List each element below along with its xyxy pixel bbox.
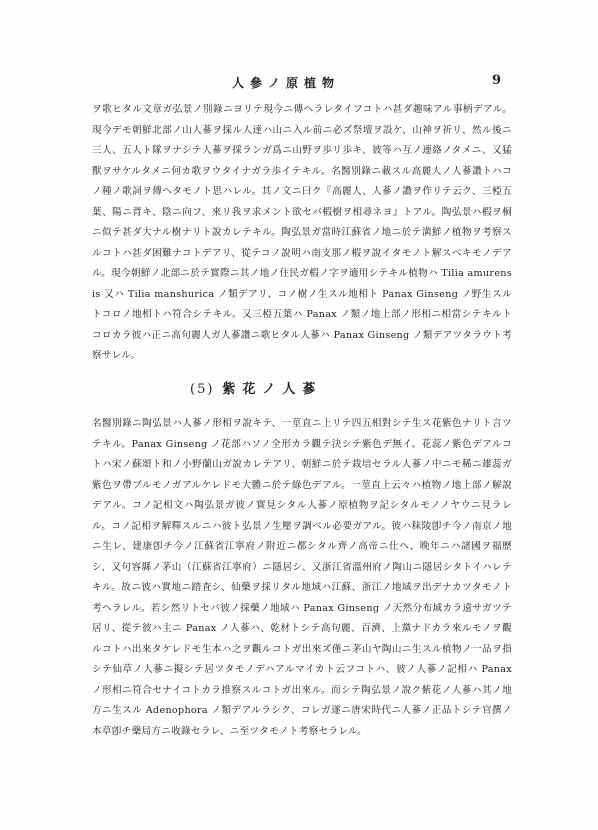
section-heading	[190, 378, 322, 397]
running-head	[0, 74, 598, 92]
paragraph-2: 名醫別錄ニ陶弘景ハ人蔘ノ形相ヲ說キテ、一莖直ニ上リテ四五相對シテ生ス花紫色ナリト言ツテキル。Panax Ginseng ノ花部ハソノ全形カラ觀テ決シテ紫色デ無イ。花蕊ノ紫色デアルコトハ宋ノ蘇頌ト和ノ小野蘭山ガ說カレテアリ、朝鮮ニ於テ栽培セラル人蔘ノ中ニモ稀ニ雄蕊ガ紫色ヲ帶ブルモノガアルケレドモ大體ニ於テ綠色デアル。一莖直上云々ハ植物ノ地上部ノ解說デアル。コノ記相文ハ陶弘景ガ彼ノ實見シタル人蔘ノ原植物ヲ記シタルモノノヤウニ見ラレル。コノ記相ヲ解釋スルニハ彼ト弘景ノ生壓ヲ調ベル必要ガアル。彼ハ秣陵卽チ今ノ南京ノ地ニ生レ、建康卽チ今ノ江蘇省江寧府ノ附近ニ都シタル齊ノ高帝ニ仕ヘ、晩年ニハ諸國ヲ福歷シ、又句容縣ノ茅山（江蘇省江寧府）ニ隱居シ、又浙江省溫州府ノ陶山ニ隱居シタトイハレテキル。故ニ彼ハ實地ニ踏査シ、仙藥ヲ採リタル地域ハ江蘇、浙江ノ地域ヲ出デナカツタモノト考ヘラレル。若シ然リトセバ彼ノ採藥ノ地域ハ Panax Ginseng ノ天然分布域カラ遠サガツテ居リ、從テ彼ハ主ニ Panax ノ人蔘ハ、乾材トシテ高句麗、百濟、上黨ナドカラ來ルモノヲ觀ルコトハ出來タケレドモ生本ハ之ヲ觀ルコトガ出來ズ僅ニ茅山ヤ陶山ニ生スル植物ノ一品ヲ指シテ仙草ノ人蔘ニ擬シテ居ツタモノデハアルマイカト云フコトハ、彼ノ人蔘ノ記相ハ Panax ノ形相ニ符合セナイコトカラ推察スルコトガ出來ル。而シテ陶弘景ノ說ク紫花ノ人蔘ハ其ノ地方ニ生スル Adenophora ノ類デアルラシク、コレガ遂ニ唐宋時代ニ人蔘ノ正品トシテ官撰ノ本草卽チ藥局方ニ收錄セラレ、ニ至ツタモノト考察セラレル。	[92, 418, 512, 737]
section-title: 紫花ノ人蔘	[222, 382, 323, 397]
page-number: 9	[492, 73, 502, 88]
paragraph-1: ヲ歌ヒタル文章ガ弘景ノ別錄ニヨリテ現今ニ傳ヘラレタイフコトハ甚ダ趣味アル事柄デアル。現今デモ朝鮮北部ノ山人蔘ヲ採ル人達ハ山ニ入ル前ニ必ズ祭壇ヲ設ケ、山神ヲ祈リ、然ル後ニ三人、五人ト隊ヲナシテ人蔘ヲ採ランガ爲ニ山野ヲ歩リ歩キ、彼等ハ互ノ連絡ノタメニ、又猛獸ヲサケルタメニ何カ歌ヲウタイナガラ歩イテキル。名醫別錄ニ載スル高麗人ノ人蔘讚トハコノ種ノ歌詞ヲ傳ヘタモノト思ハレル。其ノ文ニ曰ク『高麗人、人蔘ノ讚ヲ作リテ云ク、三椏五葉、陽ニ背キ、陰ニ向フ、來リ我ヲ求メント欲セバ椵樹ヲ相尋ネヨ』トアル。陶弘景ハ椵ヲ桐ニ似テ甚ダ大ナル樹ナリト說カレテキル。陶弘景ガ當時江蘇省ノ地ニ於テ満鮮ノ植物ヲ考察スルコトハ甚ダ困難ナコトデアリ、從テコノ說明ハ南支那ノ椵ヲ說イタモノト解スベキモノデアル。現今朝鮮ノ北部ニ於テ實際ニ其ノ地ノ住民ガ椵ノ字ヲ適用シテキル植物ハ Tilia amurensis 又ハ Tilia manshurica ノ類デアリ、コノ樹ノ生スル地相ト Panax Ginseng ノ野生スルトコロノ地相トハ符合シテキル。又三椏五葉ハ Panax ノ類ノ地上部ノ形相ニ相當シテキルトコロカラ彼ハ正ニ高句麗人ガ人蔘讚ニ歌ヒタル人蔘ハ Panax Ginseng ノ類デアツタラウト考察サレル。	[92, 104, 512, 361]
running-title: 人參ノ原植物	[232, 76, 341, 90]
section-number: (5)	[190, 382, 215, 397]
